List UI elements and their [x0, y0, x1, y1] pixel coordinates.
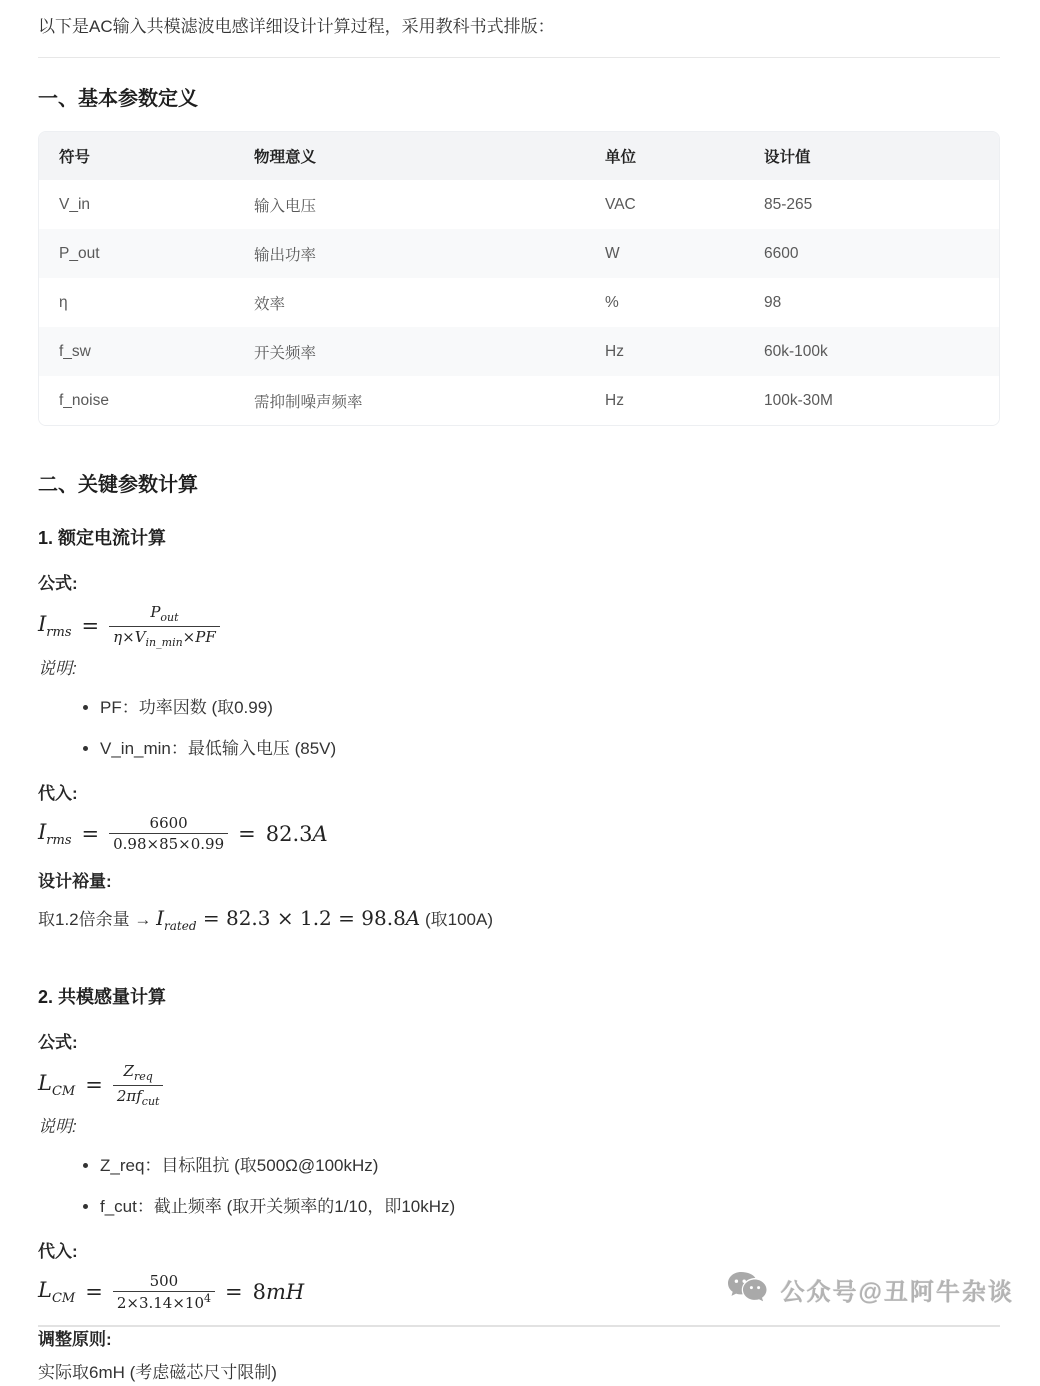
- math-var: f: [136, 1086, 142, 1105]
- formula-lcm: [38, 1061, 1000, 1110]
- math-lhs: [38, 820, 72, 848]
- math-sub: rated: [164, 918, 197, 933]
- fraction-denominator: [109, 626, 220, 651]
- cell-meaning: 效率: [234, 278, 585, 327]
- math-sub: in_min: [145, 635, 183, 649]
- result-unit: A: [312, 821, 328, 846]
- cell-unit: %: [585, 278, 744, 327]
- table-row: [39, 376, 999, 425]
- col-header-meaning: 物理意义: [234, 132, 585, 180]
- math-sup: 4: [204, 1292, 211, 1306]
- table-row: [39, 229, 999, 278]
- math-term: η×: [113, 627, 135, 646]
- formula-label: 公式:: [38, 574, 78, 593]
- cell-value: 85-265: [744, 180, 999, 229]
- design-margin-line: [38, 903, 1000, 941]
- math-var: I: [38, 819, 47, 844]
- math-result: [253, 1280, 305, 1304]
- math-term: = 82.3 × 1.2 = 98.8: [196, 905, 406, 930]
- substitution-label: 代入:: [38, 783, 78, 803]
- fraction: [113, 1061, 164, 1110]
- math-term: 2π: [116, 1086, 137, 1105]
- fraction-numerator: 6600: [149, 813, 188, 832]
- cell-symbol: P_out: [39, 229, 234, 278]
- table-row: [39, 180, 999, 229]
- cell-symbol: f_noise: [39, 376, 234, 425]
- fraction-denominator: [113, 1291, 215, 1313]
- math-sub: CM: [51, 1084, 76, 1100]
- document-page: [0, 14, 1040, 1386]
- fraction-numerator: [120, 1061, 157, 1085]
- watermark: [727, 1270, 1014, 1308]
- cell-value: 98: [744, 278, 999, 327]
- cell-value: 100k-30M: [744, 376, 999, 425]
- notes-label: 说明:: [38, 1117, 77, 1137]
- math-lhs: [38, 612, 72, 640]
- fraction: [113, 1271, 215, 1314]
- table-row: [39, 327, 999, 376]
- math-var: P: [150, 603, 161, 621]
- top-divider: [38, 57, 1000, 58]
- bottom-divider: [38, 1325, 1000, 1327]
- adjustment-label: 调整原则:: [38, 1330, 112, 1350]
- math-sub: out: [160, 611, 179, 624]
- math-term: 2×3.14×10: [116, 1294, 204, 1313]
- math-var: L: [38, 1070, 52, 1095]
- fraction-denominator: 0.98×85×0.99: [109, 833, 228, 854]
- cell-unit: W: [585, 229, 744, 278]
- subsection-title-cm-inductance: 2. 共模感量计算: [38, 986, 167, 1007]
- fraction-numerator: [146, 602, 182, 626]
- math-lhs: [38, 1278, 75, 1306]
- col-header-value: 设计值: [744, 132, 999, 180]
- adjustment-text: 实际取6mH (考虑磁芯尺寸限制): [38, 1363, 277, 1383]
- wechat-icon: [727, 1270, 773, 1308]
- subsection-title-rated-current: 1. 额定电流计算: [38, 528, 167, 548]
- cell-unit: Hz: [585, 327, 744, 376]
- margin-prefix-text: 取1.2倍余量 →: [38, 909, 157, 929]
- equals-sign: =: [238, 821, 256, 846]
- math-var: L: [38, 1278, 52, 1303]
- math-sub: CM: [51, 1291, 76, 1307]
- intro-paragraph: 以下是AC输入共模滤波电感详细设计计算过程，采用教科书式排版：: [38, 17, 555, 36]
- math-var: I: [156, 905, 164, 930]
- cell-value: 60k-100k: [744, 327, 999, 376]
- math-result: [266, 822, 328, 846]
- table-row: [39, 278, 999, 327]
- inline-math: [156, 905, 421, 933]
- list-item: • Z_req：目标阻抗 (取500Ω@100kHz): [100, 1153, 1000, 1179]
- math-var: I: [38, 612, 47, 637]
- equals-sign: =: [81, 614, 100, 639]
- fraction-numerator: 500: [149, 1272, 179, 1291]
- math-sub: req: [133, 1069, 153, 1083]
- notes-list: [38, 695, 1000, 762]
- fraction-denominator: [113, 1085, 164, 1110]
- equals-sign: =: [81, 821, 100, 846]
- result-unit: A: [405, 905, 421, 930]
- table-body: [39, 180, 999, 425]
- cell-value: 6600: [744, 229, 999, 278]
- formula-irms: [38, 602, 1000, 651]
- design-margin-label: 设计裕量:: [38, 871, 112, 891]
- margin-suffix-text: (取100A): [420, 909, 493, 929]
- math-sub: cut: [141, 1094, 160, 1108]
- cell-symbol: η: [39, 278, 234, 327]
- cell-meaning: 开关频率: [234, 327, 585, 376]
- fraction: [109, 813, 228, 855]
- list-item: • f_cut：截止频率 (取开关频率的1/10，即10kHz): [100, 1194, 1000, 1220]
- formula-irms-substituted: [38, 812, 1000, 856]
- cell-symbol: V_in: [39, 180, 234, 229]
- equals-sign: =: [85, 1073, 103, 1098]
- math-sub: rms: [46, 832, 72, 848]
- result-unit: mH: [265, 1280, 305, 1305]
- section-title-basic-params: 一、基本参数定义: [38, 88, 198, 110]
- math-term: ×PF: [182, 627, 216, 646]
- formula-label: 公式:: [38, 1032, 78, 1052]
- parameters-table: [39, 132, 999, 425]
- equals-sign: =: [225, 1280, 243, 1305]
- math-lhs: [38, 1071, 75, 1099]
- cell-meaning: 输出功率: [234, 229, 585, 278]
- math-var: V: [134, 627, 146, 646]
- list-item: • PF：功率因数 (取0.99): [100, 695, 1000, 721]
- table-header: [39, 132, 999, 180]
- cell-unit: VAC: [585, 180, 744, 229]
- col-header-unit: 单位: [585, 132, 744, 180]
- substitution-label: 代入:: [38, 1242, 78, 1262]
- math-sub: rms: [46, 625, 72, 641]
- watermark-text: 公众号@丑阿牛杂谈: [780, 1278, 1014, 1306]
- fraction: [109, 602, 220, 651]
- cell-unit: Hz: [585, 376, 744, 425]
- section-title-key-calc: 二、关键参数计算: [38, 474, 198, 496]
- notes-list: [38, 1153, 1000, 1220]
- parameters-table-container: [38, 131, 1000, 426]
- cell-meaning: 输入电压: [234, 180, 585, 229]
- cell-meaning: 需抑制噪声频率: [234, 376, 585, 425]
- table-header-row: [39, 132, 999, 180]
- result-number: 82.3: [265, 821, 313, 846]
- list-item: • V_in_min：最低输入电压 (85V): [100, 736, 1000, 762]
- equals-sign: =: [85, 1280, 103, 1305]
- notes-label: 说明:: [38, 658, 77, 678]
- col-header-symbol: 符号: [39, 132, 234, 180]
- math-var: Z: [123, 1061, 134, 1080]
- result-number: 8: [252, 1280, 266, 1305]
- cell-symbol: f_sw: [39, 327, 234, 376]
